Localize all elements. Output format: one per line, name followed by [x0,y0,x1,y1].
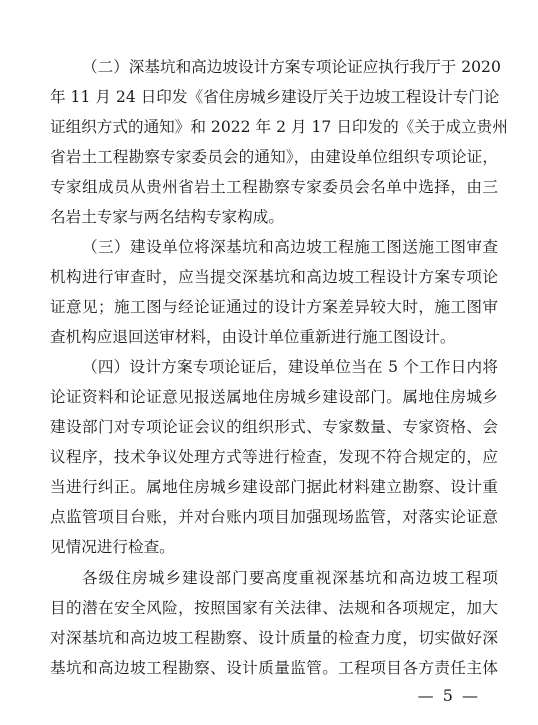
paragraph-2-line-4: 查机构应退回送审材料，由设计单位重新进行施工图设计。 [50,328,456,346]
paragraph-1-line-3: 证组织方式的通知》和 2022 年 2 月 17 日印发的《关于成立贵州 [50,118,508,136]
paragraph-2-line-3: 证意见；施工图与经论证通过的设计方案差异较大时，施工图审 [50,298,498,316]
paragraph-3-line-7: 见情况进行检查。 [50,538,175,556]
paragraph-2-line-1: （三）建设单位将深基坑和高边坡工程施工图送施工图审查 [82,238,498,256]
paragraph-3-line-5: 当进行纠正。属地住房城乡建设部门据此材料建立勘察、设计重 [50,478,498,496]
paragraph-3-line-6: 点监管项目台账，并对台账内项目加强现场监管，对落实论证意 [50,508,498,526]
paragraph-2-line-2: 机构进行审查时，应当提交深基坑和高边坡工程设计方案专项论 [50,268,498,286]
paragraph-4-line-2: 目的潜在安全风险，按照国家有关法律、法规和各项规定，加大 [50,599,498,617]
paragraph-1-line-2: 年 11 月 24 日印发《省住房城乡建设厅关于边坡工程设计专门论 [50,88,500,106]
paragraph-3-line-3: 建设部门对专项论证会议的组织形式、专家数量、专家资格、会 [50,418,498,436]
paragraph-4-line-4: 基坑和高边坡工程勘察、设计质量监管。工程项目各方责任主体 [50,659,498,677]
paragraph-4-line-1: 各级住房城乡建设部门要高度重视深基坑和高边坡工程项 [82,569,498,587]
paragraph-1-line-1: （二）深基坑和高边坡设计方案专项论证应执行我厅于 2020 [82,58,501,76]
paragraph-4-line-3: 对深基坑和高边坡工程勘察、设计质量的检查力度，切实做好深 [50,629,498,647]
paragraph-3-line-2: 论证资料和论证意见报送属地住房城乡建设部门。属地住房城乡 [50,388,498,406]
paragraph-1-line-5: 专家组成员从贵州省岩土工程勘察专家委员会名单中选择，由三 [50,178,498,196]
paragraph-1-line-4: 省岩土工程勘察专家委员会的通知》，由建设单位组织专项论证， [50,148,498,166]
paragraph-1-line-6: 名岩土专家与两名结构专家构成。 [50,208,284,226]
paragraph-3-line-1: （四）设计方案专项论证后，建设单位当在 5 个工作日内将 [82,358,498,376]
paragraph-3-line-4: 议程序，技术争议处理方式等进行检查，发现不符合规定的，应 [50,448,498,466]
page-number: — 5 — [417,686,480,705]
